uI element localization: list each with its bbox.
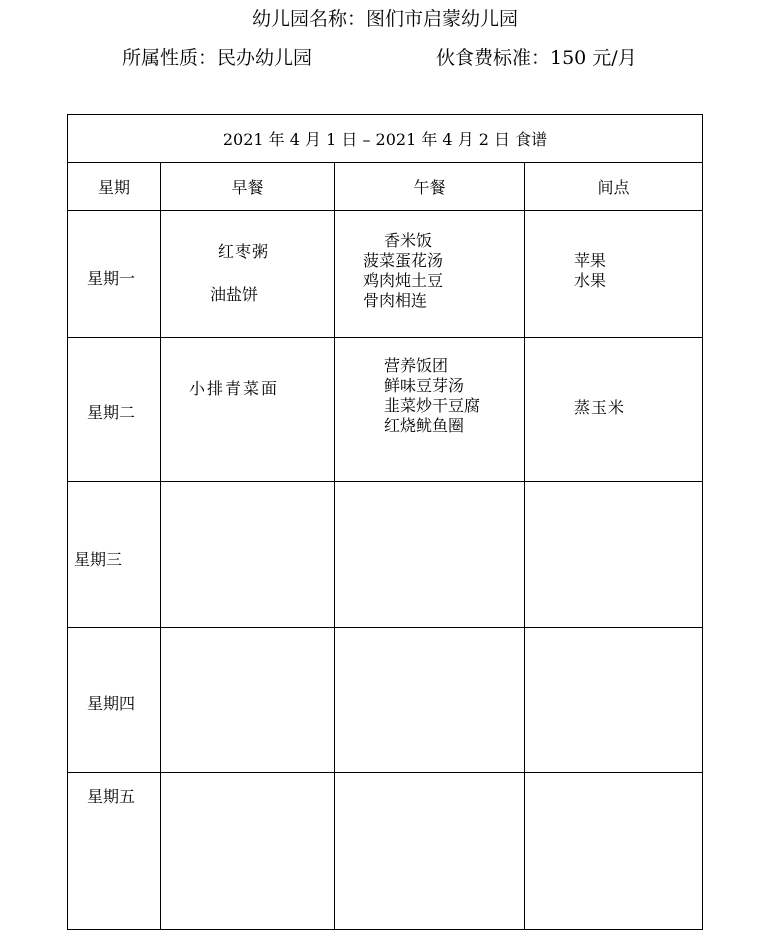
breakfast-cell [161, 482, 335, 628]
lunch-item: 营养饭团 [384, 356, 449, 375]
column-header-breakfast: 早餐 [161, 163, 335, 211]
day-cell [68, 773, 161, 930]
table-row [68, 773, 703, 930]
lunch-item: 菠菜蛋花汤 [363, 251, 444, 270]
table-row [68, 482, 703, 628]
snack-cell [525, 338, 703, 482]
table-row [68, 338, 703, 482]
day-label: 星期四 [87, 694, 136, 713]
snack-item: 苹果 [574, 251, 607, 270]
column-header-snack: 间点 [525, 163, 703, 211]
kindergarten-type: 所属性质：民办幼儿园 [122, 47, 313, 69]
table-row [68, 628, 703, 773]
column-header-lunch: 午餐 [335, 163, 525, 211]
day-label: 星期一 [87, 269, 136, 288]
lunch-cell [335, 482, 525, 628]
breakfast-item: 油盐饼 [210, 285, 259, 304]
snack-cell [525, 211, 703, 338]
title-row [68, 115, 703, 163]
breakfast-item: 红枣粥 [218, 242, 270, 261]
menu-title: 2021 年 4 月 1 日 – 2021 年 4 月 2 日 食谱 [68, 115, 703, 163]
breakfast-cell [161, 211, 335, 338]
lunch-cell [335, 773, 525, 930]
lunch-item: 韭菜炒干豆腐 [384, 396, 481, 415]
breakfast-item: 小排青菜面 [189, 379, 280, 398]
snack-cell [525, 773, 703, 930]
kindergarten-name: 幼儿园名称：图们市启蒙幼儿园 [251, 8, 518, 30]
lunch-cell [335, 338, 525, 482]
snack-items [574, 251, 606, 291]
lunch-cell [335, 211, 525, 338]
day-label: 星期三 [74, 550, 123, 569]
table-row [68, 211, 703, 338]
snack-item: 水果 [574, 271, 607, 290]
day-cell [68, 482, 161, 628]
day-label: 星期二 [87, 403, 136, 422]
breakfast-cell [161, 773, 335, 930]
day-cell [68, 211, 161, 338]
lunch-item: 香米饭 [384, 231, 433, 250]
column-header-day: 星期 [68, 163, 161, 211]
snack-cell [525, 628, 703, 773]
lunch-cell [335, 628, 525, 773]
snack-cell [525, 482, 703, 628]
meal-fee-standard: 伙食费标准：150 元/月 [436, 47, 637, 69]
day-cell [68, 338, 161, 482]
breakfast-cell [161, 338, 335, 482]
lunch-item: 鸡肉炖土豆 [363, 271, 444, 290]
column-header-row [68, 163, 703, 211]
snack-item: 蒸玉米 [574, 398, 626, 417]
lunch-item: 骨肉相连 [363, 291, 428, 310]
lunch-item: 鲜味豆芽汤 [384, 376, 465, 395]
lunch-items [384, 356, 480, 436]
menu-table [67, 114, 703, 930]
lunch-item: 红烧鱿鱼圈 [384, 416, 465, 435]
lunch-items [363, 231, 443, 311]
day-label: 星期五 [87, 787, 136, 806]
day-cell [68, 628, 161, 773]
breakfast-cell [161, 628, 335, 773]
